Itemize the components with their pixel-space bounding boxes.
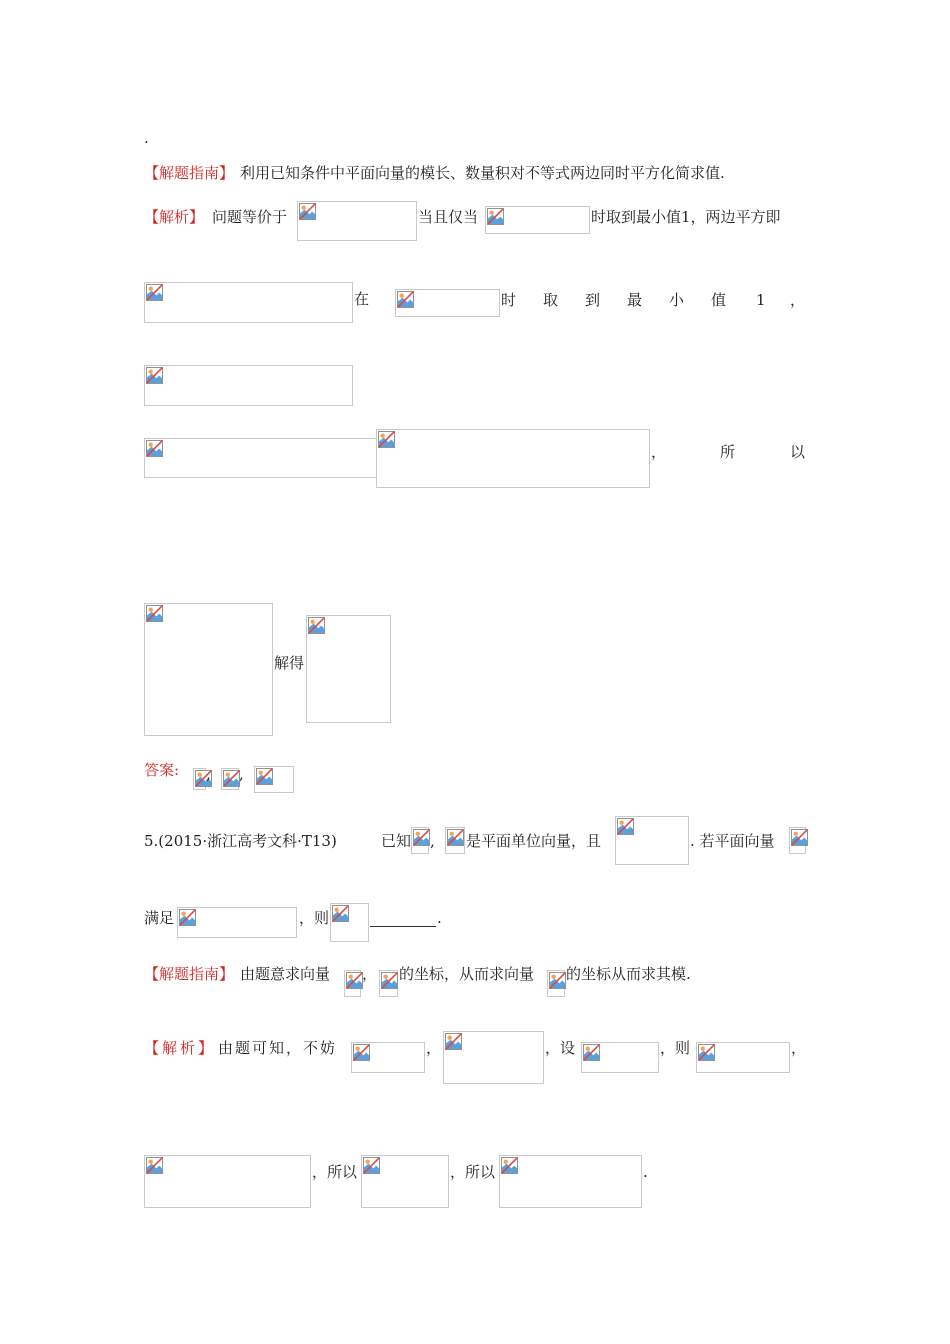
hint-label: 【解题指南】 <box>144 965 235 983</box>
formula-image <box>789 827 806 854</box>
formula-image <box>443 1031 544 1084</box>
solution-text: 由题可知，不妨 <box>218 1039 338 1057</box>
answer-separator: , <box>206 765 211 783</box>
solution-char: 最 <box>627 291 643 309</box>
hint-label: 【解题指南】 <box>144 164 235 182</box>
broken-image-icon <box>447 829 464 846</box>
question-number: 5.(2015·浙江高考文科·T13) <box>144 832 337 850</box>
formula-image <box>351 1042 425 1073</box>
broken-image-icon <box>256 768 273 785</box>
formula-image <box>411 827 429 854</box>
formula-image <box>696 1042 790 1073</box>
broken-image-icon <box>583 1044 600 1061</box>
formula-image <box>615 816 689 865</box>
solution-char: 时 <box>501 291 517 309</box>
formula-image <box>395 289 500 317</box>
broken-image-icon <box>308 617 325 634</box>
broken-image-icon <box>791 829 808 846</box>
formula-image <box>254 766 294 793</box>
broken-image-icon <box>146 440 163 457</box>
solution-text: 以 <box>790 443 806 461</box>
broken-image-icon <box>363 1157 380 1174</box>
solution-char: 小 <box>669 291 685 309</box>
formula-image <box>361 1155 449 1208</box>
solution-text: 在 <box>354 290 370 308</box>
solution-text: . <box>643 1163 648 1181</box>
formula-image <box>376 429 650 488</box>
formula-image <box>193 768 206 790</box>
broken-image-icon <box>223 770 240 787</box>
formula-image <box>547 970 565 997</box>
hint-text: 利用已知条件中平面向量的模长、数量积对不等式两边同时平方化简求值. <box>240 164 725 182</box>
hint-text: ， <box>362 965 378 983</box>
formula-image <box>306 615 391 723</box>
formula-image <box>144 1155 311 1208</box>
formula-image <box>144 365 353 406</box>
solution-text: ， <box>651 443 667 461</box>
formula-image <box>379 970 398 997</box>
formula-image <box>330 903 369 942</box>
broken-image-icon <box>698 1044 715 1061</box>
formula-image <box>485 206 590 234</box>
solution-text: ， <box>791 1039 807 1057</box>
formula-image <box>581 1042 659 1073</box>
broken-image-icon <box>146 1157 163 1174</box>
answer-blank <box>370 925 436 927</box>
broken-image-icon <box>146 605 163 622</box>
broken-image-icon <box>332 905 349 922</box>
solution-label: 【解析】 <box>144 208 205 226</box>
question-text: . 若平面向量 <box>690 832 775 850</box>
solution-text: ，所以 <box>450 1163 496 1181</box>
solution-text: 解得 <box>274 654 305 672</box>
broken-image-icon <box>445 1033 462 1050</box>
broken-image-icon <box>413 829 430 846</box>
formula-image <box>297 201 417 241</box>
formula-image <box>499 1155 642 1208</box>
broken-image-icon <box>501 1157 518 1174</box>
broken-image-icon <box>146 367 163 384</box>
hint-text: 的坐标从而求其模. <box>566 965 691 983</box>
broken-image-icon <box>487 208 504 225</box>
solution-char: 取 <box>543 291 559 309</box>
formula-image <box>177 907 297 938</box>
broken-image-icon <box>346 972 363 989</box>
answer-separator: , <box>239 765 244 783</box>
broken-image-icon <box>397 291 414 308</box>
broken-image-icon <box>381 972 398 989</box>
broken-image-icon <box>378 431 395 448</box>
hint-text: 的坐标，从而求向量 <box>399 965 535 983</box>
broken-image-icon <box>549 972 566 989</box>
formula-image <box>221 768 239 790</box>
formula-image <box>144 603 273 736</box>
solution-text: ，则 <box>660 1039 691 1057</box>
solution-char: 到 <box>585 291 601 309</box>
solution-text: 时取到最小值1，两边平方即 <box>591 208 781 226</box>
broken-image-icon <box>179 909 196 926</box>
solution-char: ， <box>790 291 806 309</box>
formula-image <box>144 438 377 478</box>
solution-text: ， <box>426 1039 442 1057</box>
solution-text: 问题等价于 <box>212 208 288 226</box>
question-text: 满足 <box>144 909 175 927</box>
formula-image <box>445 827 465 854</box>
formula-image <box>144 282 353 323</box>
solution-text: ，所以 <box>312 1163 358 1181</box>
broken-image-icon <box>146 284 163 301</box>
solution-char: 1 <box>756 291 766 309</box>
solution-text: 当且仅当 <box>418 208 479 226</box>
question-text: , <box>430 832 435 850</box>
solution-char: 值 <box>711 291 727 309</box>
solution-text: 所 <box>720 443 736 461</box>
solution-label: 【解析】 <box>144 1039 217 1057</box>
hint-text: 由题意求向量 <box>240 965 331 983</box>
broken-image-icon <box>353 1044 370 1061</box>
answer-label: 答案: <box>144 761 180 779</box>
broken-image-icon <box>617 818 634 835</box>
solution-text: ，设 <box>545 1039 576 1057</box>
question-text: 已知 <box>381 832 412 850</box>
formula-image <box>344 970 361 997</box>
question-text: ，则 <box>299 909 330 927</box>
broken-image-icon <box>299 203 316 220</box>
leading-dot: . <box>144 129 149 147</box>
question-text: 是平面单位向量，且 <box>466 832 602 850</box>
question-text: . <box>437 909 442 927</box>
